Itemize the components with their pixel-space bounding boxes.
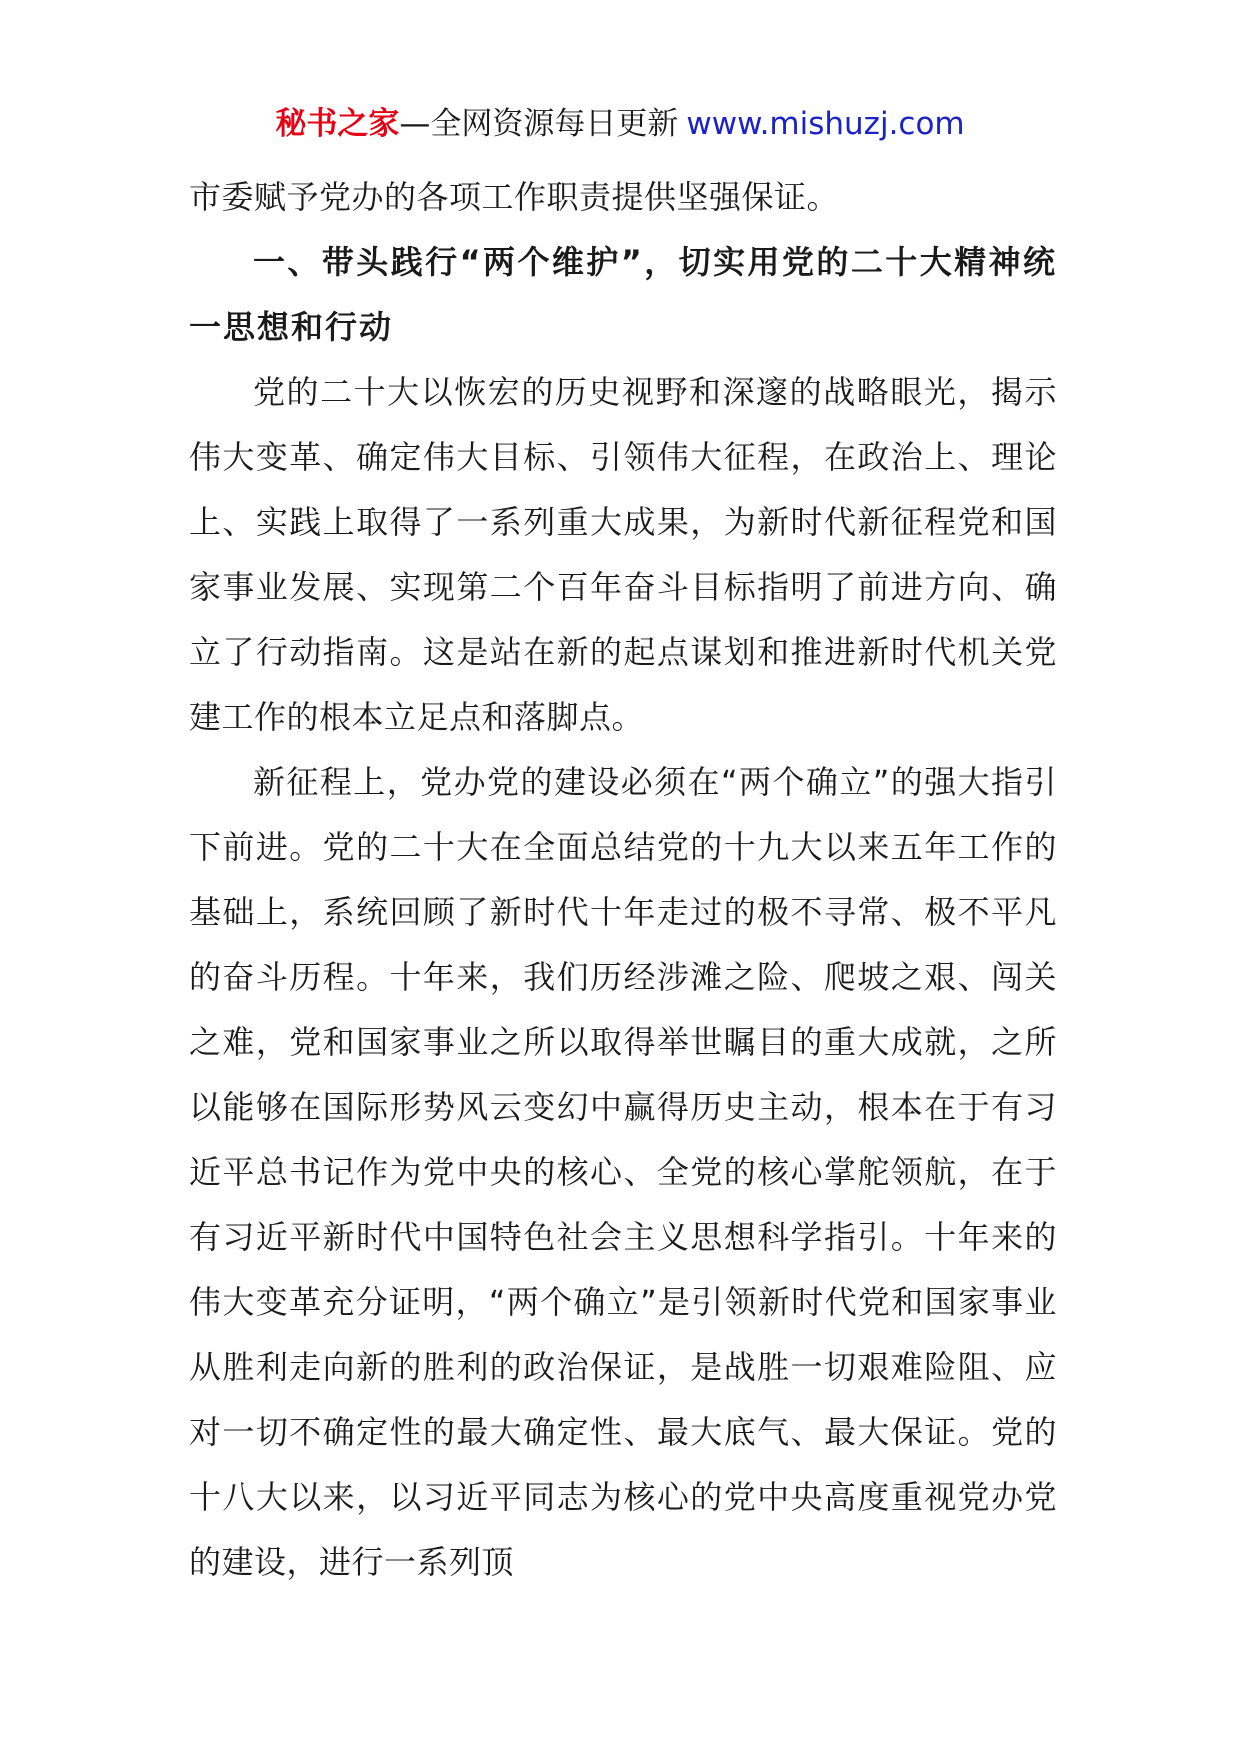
paragraph-continuation: 市委赋予党办的各项工作职责提供坚强保证。 xyxy=(189,178,840,216)
section-heading: 一、带头践行“两个维护”，切实用党的二十大精神统一思想和行动 xyxy=(189,243,1057,346)
header-tagline: —全网资源每日更新 xyxy=(399,106,679,142)
paragraph: 新征程上，党办党的建设必须在“两个确立”的强大指引下前进。党的二十大在全面总结党的十九大以来五年工作的基础上，系统回顾了新时代十年走过的极不寻常、极不平凡的奋斗历程。十年来，我们历经涉滩之险、爬坡之艰、闯关之难，党和国家事业之所以取得举世瞩目的重大成就，之所以能够在国际形势风云变幻中赢得历史主动，根本在于有习近平总书记作为党中央的核心、全党的核心掌舵领航，在于有习近平新时代中国特色社会主义思想科学指引。十年来的伟大变革充分证明，“两个确立”是引领新时代党和国家事业从胜利走向新的胜利的政治保证，是战胜一切艰难险阻、应对一切不确定性的最大确定性、最大底气、最大保证。党的十八大以来，以习近平同志为核心的党中央高度重视党办党的建设，进行一系列顶 xyxy=(189,763,1057,1581)
paragraph: 党的二十大以恢宏的历史视野和深邃的战略眼光，揭示伟大变革、确定伟大目标、引领伟大征程，在政治上、理论上、实践上取得了一系列重大成果，为新时代新征程党和国家事业发展、实现第二个百年奋斗目标指明了前进方向、确立了行动指南。这是站在新的起点谋划和推进新时代机关党建工作的根本立足点和落脚点。 xyxy=(189,373,1057,736)
site-url-link[interactable]: www.mishuzj.com xyxy=(686,106,965,142)
brand-name: 秘书之家 xyxy=(275,106,400,142)
document-body xyxy=(189,165,1057,1595)
site-header xyxy=(0,104,1240,144)
